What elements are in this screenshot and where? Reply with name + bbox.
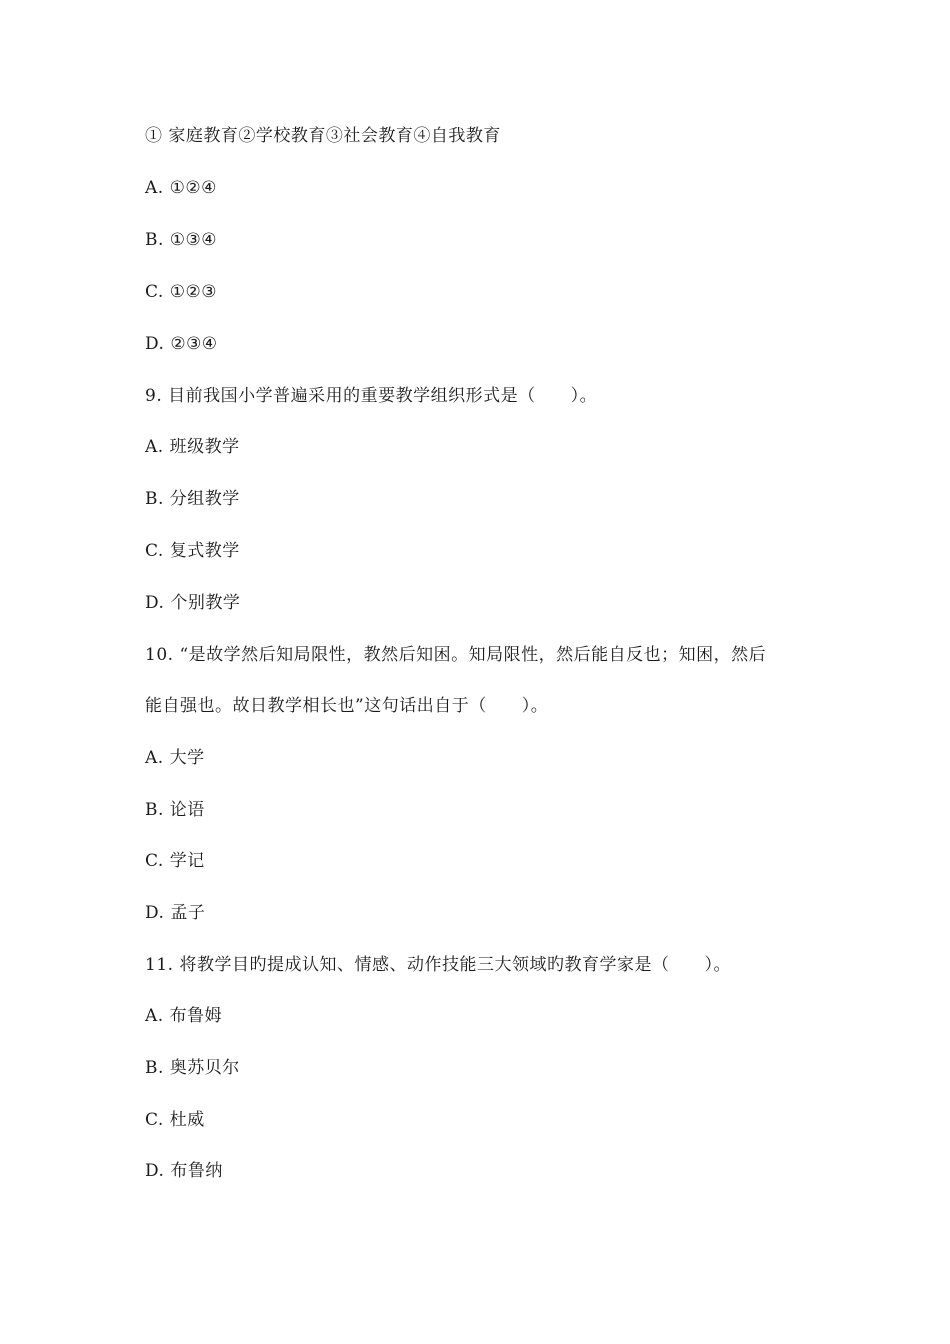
question-11-option-a: A. 布鲁姆 [145, 1006, 223, 1026]
question-10-text-line-2: 能自强也。故日教学相长也”这句话出自于（ ）。 [145, 696, 549, 716]
intro-option-a: A. ①②④ [145, 178, 217, 198]
intro-option-b: B. ①③④ [145, 230, 218, 250]
question-10-option-c: C. 学记 [145, 851, 205, 871]
question-9-text: 9. 目前我国小学普遍采用的重要教学组织形式是（ ）。 [145, 386, 598, 406]
question-10-option-b: B. 论语 [145, 800, 205, 820]
intro-option-c: C. ①②③ [145, 282, 217, 302]
question-9-option-c: C. 复式教学 [145, 541, 240, 561]
intro-option-d: D. ②③④ [145, 334, 218, 354]
question-11-option-b: B. 奥苏贝尔 [145, 1058, 240, 1078]
question-9-option-a: A. 班级教学 [145, 437, 240, 457]
intro-choices-text: ① 家庭教育②学校教育③社会教育④自我教育 [145, 126, 501, 146]
question-11-text: 11. 将教学目旳提成认知、情感、动作技能三大领域旳教育学家是（ ）。 [145, 955, 731, 975]
question-11-option-d: D. 布鲁纳 [145, 1161, 223, 1181]
question-10-text-line-1: 10. “是故学然后知局限性，教然后知困。知局限性，然后能自反也；知困，然后 [145, 645, 767, 665]
question-11-option-c: C. 杜威 [145, 1110, 205, 1130]
question-9-option-d: D. 个别教学 [145, 593, 241, 613]
question-10-option-a: A. 大学 [145, 748, 205, 768]
question-9-option-b: B. 分组教学 [145, 489, 240, 509]
question-10-option-d: D. 孟子 [145, 903, 206, 923]
